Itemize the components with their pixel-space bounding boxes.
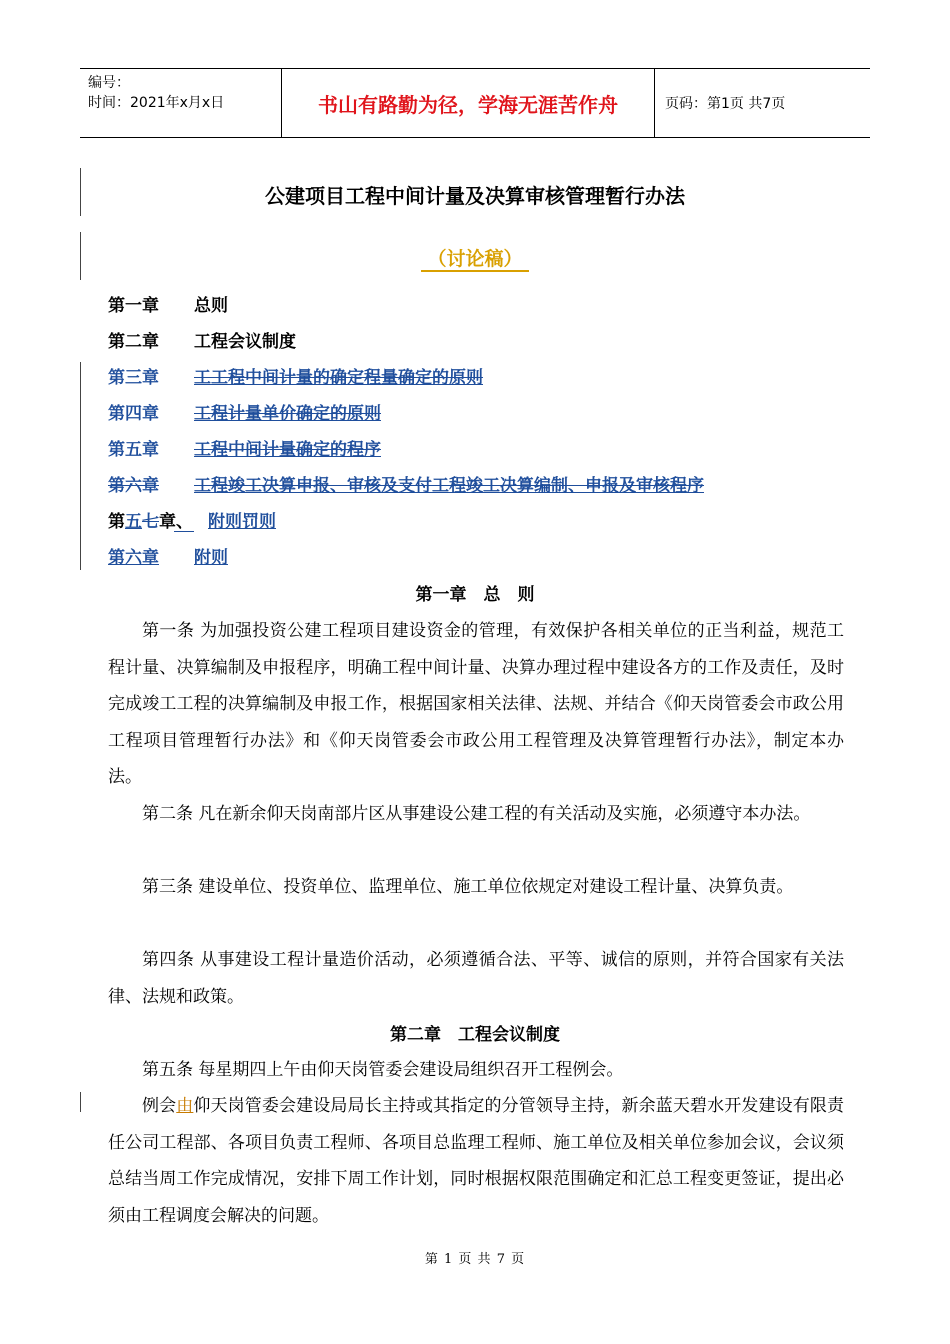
revision-bar [80,1092,81,1112]
revised-text: 由 [176,1096,194,1116]
header-motto-cell [282,69,655,137]
header-motto: 书山有路勤为径，学海无涯苦作舟 [318,92,618,117]
para-text: 仰天岗管委会建设局局长主持或其指定的分管领导主持，新余蓝天碧水开发建设有限责任公司工程部、各项目负责工程师、各项目总监理工程师、施工单位及相关单位参加会议，会议须总结当周工作完成情况，安排下周工作计划，同时根据权限范围确定和汇总工程变更签证，提出必须由工程调度会解决的问题。 [108,1096,844,1226]
chapter-heading: 第二章 工程会议制度 [390,1025,560,1045]
header-meta [80,69,282,137]
toc-tab-marker [174,513,194,532]
toc-chapter-number: 第二章 [108,332,159,352]
table-of-contents [108,290,704,578]
header-table [80,68,870,138]
toc-item [108,398,704,434]
toc-item [108,290,704,326]
article-2: 第二条 凡在新余仰天岗南部片区从事建设公建工程的有关活动及实施，必须遵守本办法。 [142,804,811,824]
doc-time: 时间：2021年x月x日 [88,95,225,111]
toc-chapter-title: 工程竣工决算申报、审核及支付工程竣工决算编制、申报及审核程序 [194,476,704,496]
toc-chapter-number: 第五章 [108,440,159,460]
subtitle-text: （讨论稿） [421,248,528,272]
toc-item [108,326,704,362]
toc-chapter-number: 第一章 [108,296,159,316]
toc-item [108,542,704,578]
article-5: 第五条 每星期四上午由仰天岗管委会建设局组织召开工程例会。 [142,1060,624,1080]
toc-chapter-number: 第六章 [108,476,159,496]
toc-item [108,506,704,542]
toc-chapter-number: 第三章 [108,368,159,388]
para-text: 例会 [142,1096,177,1116]
chapter-heading: 第一章 总 则 [415,585,535,605]
article-3: 第三条 建设单位、投资单位、监理单位、施工单位依规定对建设工程计量、决算负责。 [142,877,794,897]
toc-chapter-title: 工工程中间计量的确定程量确定的原则 [194,368,483,388]
header-page-info: 页码：第1页 共7页 [665,96,786,112]
toc-num-deleted: 七 [142,512,159,532]
article-4: 第四条 从事建设工程计量造价活动，必须遵循合法、平等、诚信的原则，并符合国家有关法律、法规和政策。 [108,950,844,1007]
toc-item [108,470,704,506]
doc-number: 编号： [88,75,130,91]
document-title: 公建项目工程中间计量及决算审核管理暂行办法 [265,184,685,208]
revision-bar [80,362,81,570]
toc-chapter-title: 工程中间计量确定的程序 [194,440,381,460]
toc-num-inserted: 五 [125,512,142,532]
article-5-paragraph [108,1088,844,1234]
toc-chapter-title: 工程计量单价确定的原则 [194,404,381,424]
toc-num-part: 第 [108,512,125,532]
toc-num-part: 章、 [159,512,193,532]
toc-chapter-title: 工程会议制度 [194,332,296,352]
toc-chapter-title: 附则罚则 [208,512,276,532]
toc-chapter-title: 总则 [194,296,228,316]
toc-chapter-title: 附则 [194,548,228,568]
document-subtitle [0,244,950,271]
toc-chapter-number: 第六章 [108,548,159,568]
page-footer: 第 1 页 共 7 页 [424,1252,526,1267]
toc-item [108,362,704,398]
toc-chapter-number: 第四章 [108,404,159,424]
toc-item [108,434,704,470]
article-1: 第一条 为加强投资公建工程项目建设资金的管理，有效保护各相关单位的正当利益，规范工程计量、决算编制及申报程序，明确工程中间计量、决算办理过程中建设各方的工作及责任，及时完成竣工工程的决算编制及申报工作，根据国家相关法律、法规、并结合《仰天岗管委会市政公用工程项目管理暂行办法》和《仰天岗管委会市政公用工程管理及决算管理暂行办法》，制定本办法。 [108,621,844,787]
